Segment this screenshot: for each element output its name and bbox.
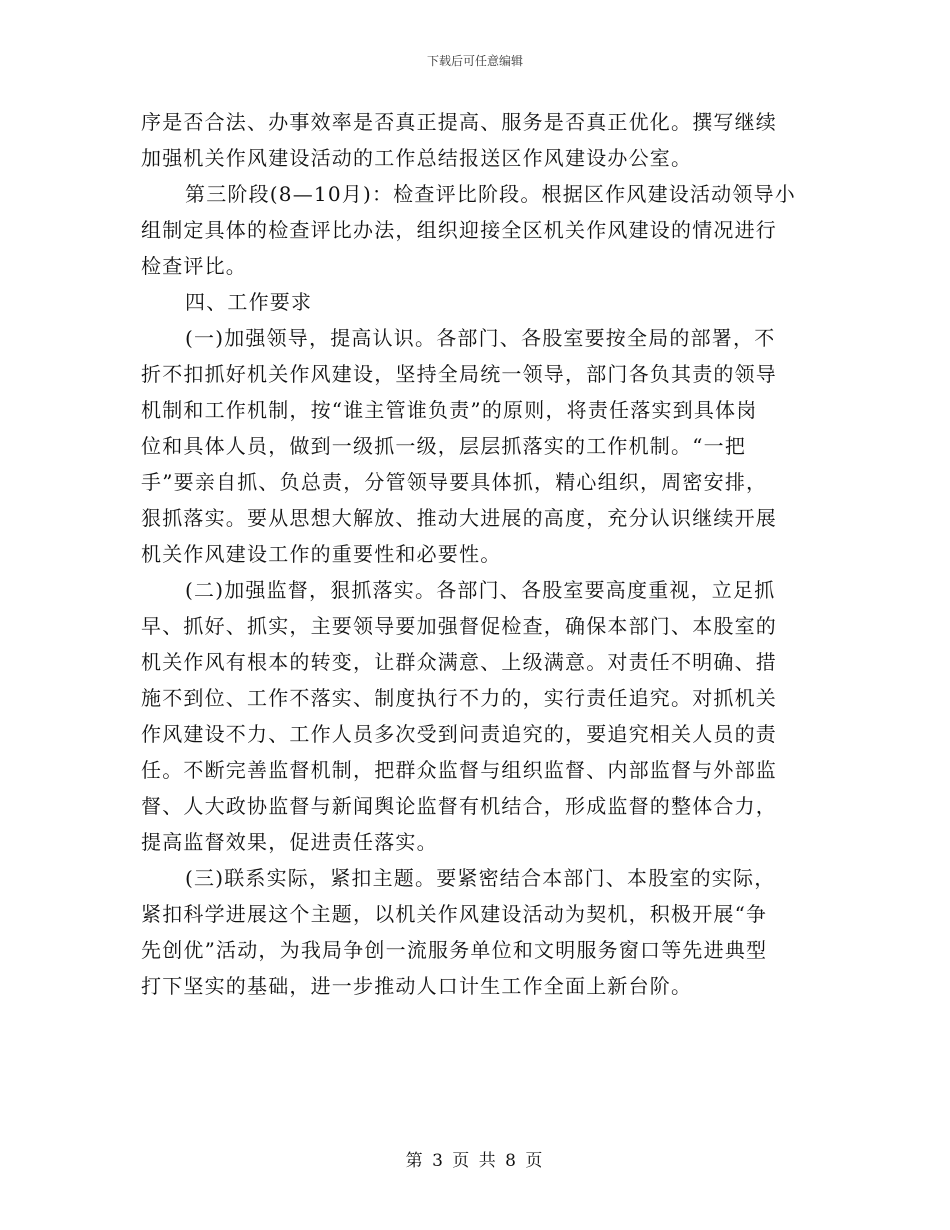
- text-line: 督、人大政协监督与新闻舆论监督有机结合，形成监督的整体合力，: [141, 794, 777, 818]
- text-line: 打下坚实的基础，进一步推动人口计生工作全面上新台阶。: [141, 974, 693, 998]
- text-line: 折不扣抓好机关作风建设，坚持全局统一领导，部门各负其责的领导: [141, 362, 777, 386]
- text-line: 加强机关作风建设活动的工作总结报送区作风建设办公室。: [141, 146, 693, 170]
- text-line: 早、抓好、抓实，主要领导要加强督促检查，确保本部门、本股室的: [141, 614, 777, 638]
- paragraph-start: 第三阶段(8—10月)：检查评比阶段。根据区作风建设活动领导小: [185, 182, 796, 206]
- page-header: 下载后可任意编辑: [426, 54, 523, 68]
- text-line: 序是否合法、办事效率是否真正提高、服务是否真正优化。撰写继续: [141, 110, 777, 134]
- text-line: 提高监督效果，促进责任落实。: [141, 830, 438, 854]
- paragraph-start: (二)加强监督，狠抓落实。各部门、各股室要高度重视，立足抓: [185, 578, 776, 602]
- text-line: 机关作风有根本的转变，让群众满意、上级满意。对责任不明确、措: [141, 650, 777, 674]
- page-number: 第 3 页 共 8 页: [405, 1151, 545, 1171]
- text-line: 机关作风建设工作的重要性和必要性。: [141, 542, 502, 566]
- text-line: 机制和工作机制，按“谁主管谁负责”的原则，将责任落实到具体岗: [141, 398, 758, 422]
- text-line: 检查评比。: [141, 254, 247, 278]
- text-line: 作风建设不力、工作人员多次受到问责追究的，要追究相关人员的责: [141, 722, 777, 746]
- text-line: 任。不断完善监督机制，把群众监督与组织监督、内部监督与外部监: [141, 758, 777, 782]
- text-line: 紧扣科学进展这个主题，以机关作风建设活动为契机，积极开展“争: [141, 902, 768, 926]
- paragraph-start: (一)加强领导，提高认识。各部门、各股室要按全局的部署，不: [185, 326, 776, 350]
- section-heading: 四、工作要求: [185, 290, 313, 314]
- document-body: [141, 104, 821, 1004]
- text-line: 狠抓落实。要从思想大解放、推动大进展的高度，充分认识继续开展: [141, 506, 777, 530]
- paragraph-start: (三)联系实际，紧扣主题。要紧密结合本部门、本股室的实际，: [185, 866, 776, 890]
- text-line: 组制定具体的检查评比办法，组织迎接全区机关作风建设的情况进行: [141, 218, 777, 242]
- text-line: 位和具体人员，做到一级抓一级，层层抓落实的工作机制。“一把: [141, 434, 747, 458]
- text-line: 施不到位、工作不落实、制度执行不力的，实行责任追究。对抓机关: [141, 686, 777, 710]
- text-line: 手”要亲自抓、负总责，分管领导要具体抓，精心组织，周密安排，: [141, 470, 768, 494]
- text-line: 先创优”活动，为我局争创一流服务单位和文明服务窗口等先进典型: [141, 938, 768, 962]
